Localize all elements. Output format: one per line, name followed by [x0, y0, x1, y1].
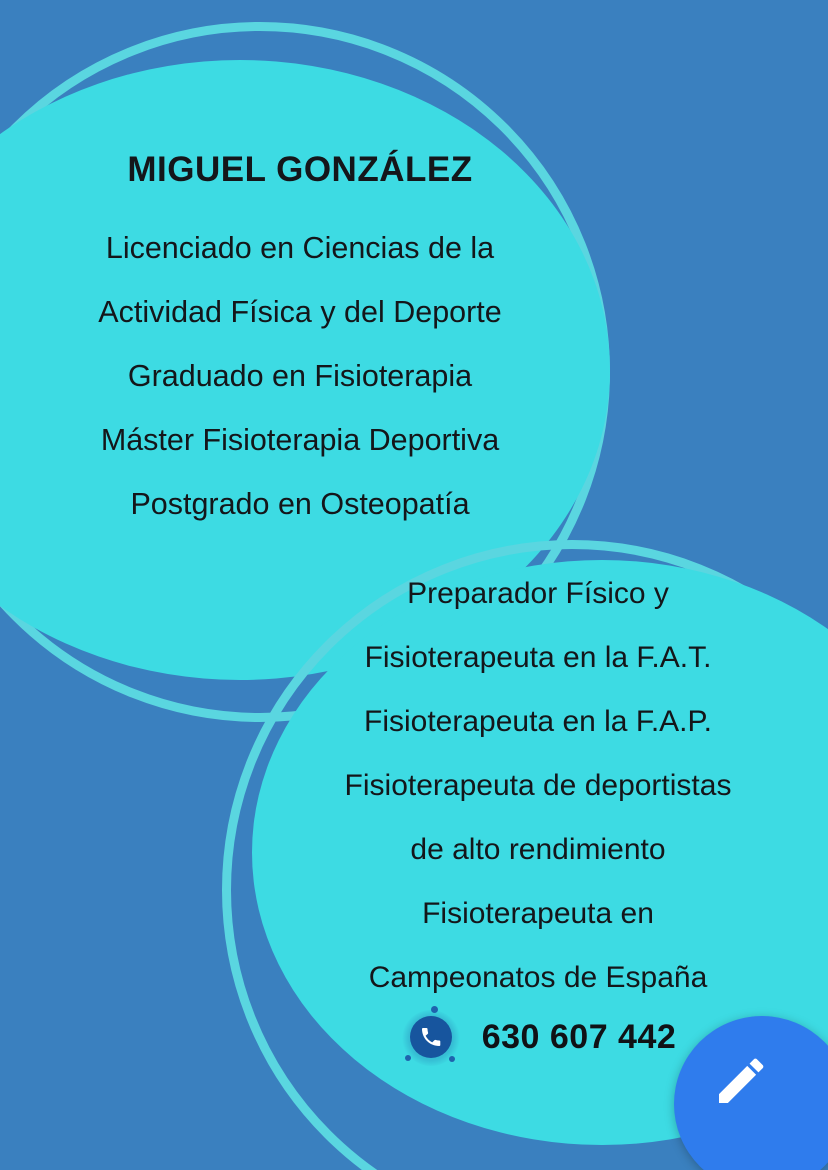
- phone-number: 630 607 442: [481, 1017, 677, 1056]
- credential-line: Preparador Físico y: [407, 577, 669, 610]
- credential-line: de alto rendimiento: [410, 833, 666, 866]
- credential-line: Postgrado en Osteopatía: [130, 487, 470, 521]
- person-name: MIGUEL GONZÁLEZ: [127, 150, 473, 189]
- credentials-block-bottom: [238, 562, 828, 1010]
- phone-icon-dot: [431, 1006, 438, 1013]
- credential-line: Fisioterapeuta de deportistas: [344, 769, 732, 802]
- phone-icon-badge: [410, 1016, 452, 1058]
- credential-line: Fisioterapeuta en la F.A.T.: [364, 641, 712, 674]
- credential-line: Licenciado en Ciencias de la: [105, 231, 495, 265]
- phone-icon-dot: [405, 1055, 411, 1061]
- phone-icon-dot: [449, 1056, 455, 1062]
- pencil-compose-icon: [712, 1054, 768, 1115]
- credential-line: Máster Fisioterapia Deportiva: [100, 423, 500, 457]
- credential-line: Fisioterapeuta en la F.A.P.: [364, 705, 712, 738]
- credentials-block-top: [0, 150, 600, 536]
- credential-line: Campeonatos de España: [368, 961, 708, 994]
- phone-icon: [400, 1006, 462, 1068]
- credential-line: Graduado en Fisioterapia: [127, 359, 473, 393]
- credential-line: Fisioterapeuta en: [422, 897, 654, 930]
- credential-line: Actividad Física y del Deporte: [98, 295, 502, 329]
